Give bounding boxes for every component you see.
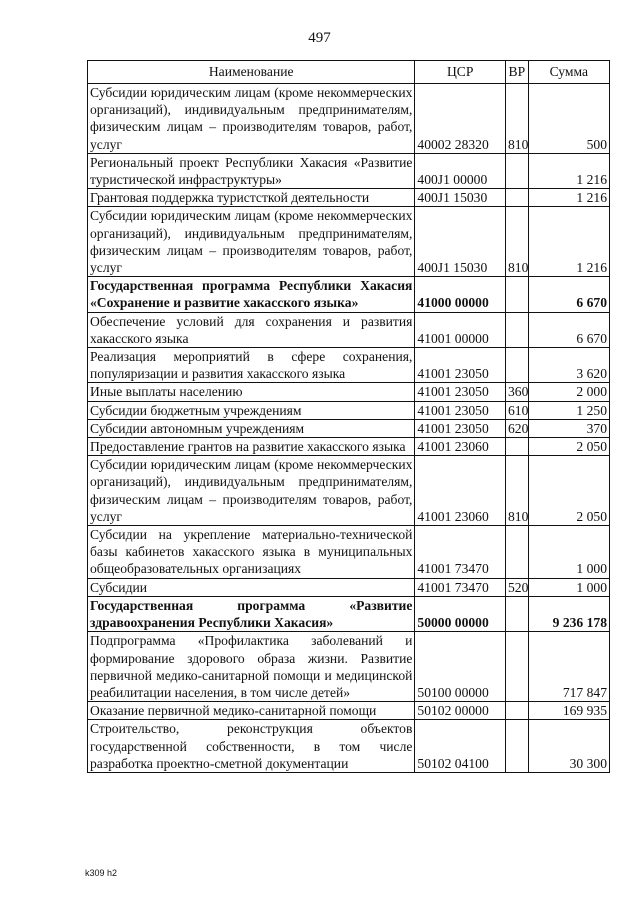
- cell-vr: [506, 526, 529, 579]
- cell-csr: 41001 00000: [415, 312, 506, 347]
- cell-csr: 40002 28320: [415, 84, 506, 154]
- table-row: [88, 348, 610, 383]
- column-header-sum: Сумма: [528, 61, 609, 84]
- cell-name: Субсидии на укрепление материально-технической базы кабинетов хакасского языка в муниципальных общеобразовательных организациях: [88, 526, 415, 579]
- header-row: [88, 61, 610, 84]
- cell-name: Субсидии: [88, 578, 415, 596]
- cell-csr: 41000 00000: [415, 277, 506, 312]
- table-row: [88, 189, 610, 207]
- column-header-csr: ЦСР: [415, 61, 506, 84]
- cell-vr: [506, 596, 529, 631]
- table-row: [88, 632, 610, 702]
- cell-name: Субсидии юридическим лицам (кроме некоммерческих организаций), индивидуальным предпринимателям, физическим лицам – производителям товаров, работ, услуг: [88, 84, 415, 154]
- cell-vr: 810: [506, 207, 529, 277]
- cell-name: Региональный проект Республики Хакасия «Развитие туристической инфраструктуры»: [88, 153, 415, 188]
- cell-name: Реализация мероприятий в сфере сохранения, популяризации и развития хакасского языка: [88, 348, 415, 383]
- cell-vr: [506, 348, 529, 383]
- cell-csr: 50102 04100: [415, 720, 506, 773]
- cell-csr: 41001 73470: [415, 526, 506, 579]
- table-row: [88, 438, 610, 456]
- cell-sum: 717 847: [528, 632, 609, 702]
- cell-sum: 1 250: [528, 401, 609, 419]
- table-row: [88, 702, 610, 720]
- cell-csr: 41001 23050: [415, 419, 506, 437]
- cell-sum: 500: [528, 84, 609, 154]
- cell-sum: 30 300: [528, 720, 609, 773]
- table-row: [88, 720, 610, 773]
- table-header: [88, 61, 610, 84]
- cell-vr: [506, 720, 529, 773]
- cell-csr: 400J1 15030: [415, 189, 506, 207]
- cell-vr: 360: [506, 383, 529, 401]
- cell-sum: 2 050: [528, 456, 609, 526]
- cell-sum: 1 000: [528, 526, 609, 579]
- cell-sum: 1 216: [528, 189, 609, 207]
- cell-csr: 41001 23060: [415, 456, 506, 526]
- cell-vr: [506, 312, 529, 347]
- table-row: [88, 526, 610, 579]
- cell-sum: 9 236 178: [528, 596, 609, 631]
- table-row: [88, 401, 610, 419]
- cell-name: Субсидии юридическим лицам (кроме некоммерческих организаций), индивидуальным предпринимателям, физическим лицам – производителям товаров, работ, услуг: [88, 207, 415, 277]
- cell-sum: 3 620: [528, 348, 609, 383]
- cell-vr: 810: [506, 456, 529, 526]
- footer-code: k309 h2: [85, 868, 118, 878]
- cell-sum: 370: [528, 419, 609, 437]
- cell-name: Подпрограмма «Профилактика заболеваний и формирование здорового образа жизни. Развитие первичной медико-санитарной помощи и медицинской реабилитации населения, в том числе детей»: [88, 632, 415, 702]
- cell-name: Предоставление грантов на развитие хакасского языка: [88, 438, 415, 456]
- column-header-name: Наименование: [88, 61, 415, 84]
- cell-vr: [506, 153, 529, 188]
- cell-sum: 169 935: [528, 702, 609, 720]
- cell-name: Оказание первичной медико-санитарной помощи: [88, 702, 415, 720]
- cell-vr: [506, 632, 529, 702]
- table-body: [88, 84, 610, 773]
- cell-csr: 41001 23050: [415, 383, 506, 401]
- cell-vr: 810: [506, 84, 529, 154]
- cell-csr: 50102 00000: [415, 702, 506, 720]
- cell-csr: 41001 23060: [415, 438, 506, 456]
- page-number: 497: [308, 30, 331, 46]
- cell-csr: 50100 00000: [415, 632, 506, 702]
- cell-vr: 620: [506, 419, 529, 437]
- cell-sum: 6 670: [528, 312, 609, 347]
- cell-vr: [506, 702, 529, 720]
- cell-sum: 1 216: [528, 153, 609, 188]
- cell-sum: 2 000: [528, 383, 609, 401]
- column-header-vr: ВР: [506, 61, 529, 84]
- cell-csr: 41001 23050: [415, 401, 506, 419]
- cell-sum: 1 216: [528, 207, 609, 277]
- cell-vr: [506, 438, 529, 456]
- table-row: [88, 312, 610, 347]
- table-row: [88, 207, 610, 277]
- cell-name: Государственная программа Республики Хакасия «Сохранение и развитие хакасского языка»: [88, 277, 415, 312]
- budget-table: [87, 60, 610, 773]
- cell-vr: 520: [506, 578, 529, 596]
- cell-csr: 400J1 15030: [415, 207, 506, 277]
- cell-name: Грантовая поддержка туристсткой деятельности: [88, 189, 415, 207]
- cell-sum: 2 050: [528, 438, 609, 456]
- table-row: [88, 578, 610, 596]
- cell-name: Субсидии юридическим лицам (кроме некоммерческих организаций), индивидуальным предпринимателям, физическим лицам – производителям товаров, работ, услуг: [88, 456, 415, 526]
- cell-vr: [506, 277, 529, 312]
- cell-name: Субсидии бюджетным учреждениям: [88, 401, 415, 419]
- cell-vr: 610: [506, 401, 529, 419]
- cell-csr: 41001 73470: [415, 578, 506, 596]
- cell-name: Иные выплаты населению: [88, 383, 415, 401]
- table-row: [88, 383, 610, 401]
- cell-name: Обеспечение условий для сохранения и развития хакасского языка: [88, 312, 415, 347]
- cell-name: Строительство, реконструкция объектов государственной собственности, в том числе разработка проектно-сметной документации: [88, 720, 415, 773]
- table-row: [88, 277, 610, 312]
- table-row: [88, 84, 610, 154]
- cell-vr: [506, 189, 529, 207]
- cell-name: Государственная программа «Развитие здравоохранения Республики Хакасия»: [88, 596, 415, 631]
- table-row: [88, 153, 610, 188]
- cell-csr: 41001 23050: [415, 348, 506, 383]
- cell-sum: 1 000: [528, 578, 609, 596]
- cell-name: Субсидии автономным учреждениям: [88, 419, 415, 437]
- cell-sum: 6 670: [528, 277, 609, 312]
- table-row: [88, 596, 610, 631]
- table-row: [88, 419, 610, 437]
- table-row: [88, 456, 610, 526]
- cell-csr: 400J1 00000: [415, 153, 506, 188]
- cell-csr: 50000 00000: [415, 596, 506, 631]
